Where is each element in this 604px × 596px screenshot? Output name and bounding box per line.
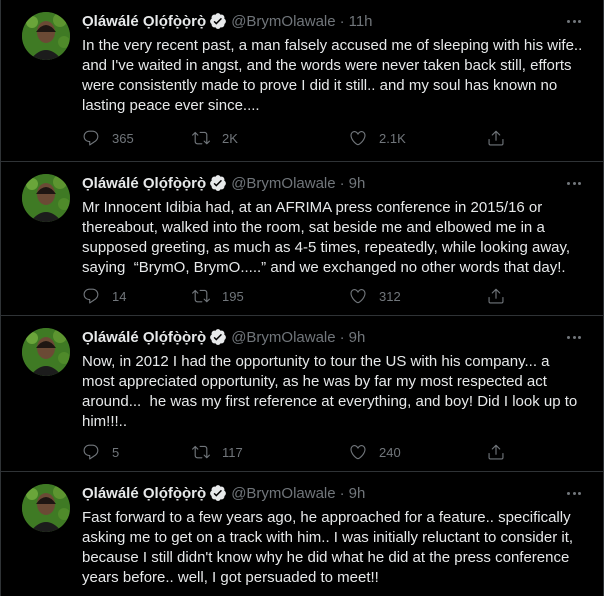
avatar-image — [22, 328, 70, 376]
verified-badge-icon — [209, 174, 227, 192]
separator: · — [339, 174, 345, 192]
more-icon[interactable] — [563, 11, 585, 31]
display-name[interactable]: Ọláwálé Ọlọ́fọ̀ọ̀rọ̀ — [82, 484, 207, 502]
tweet-actions — [82, 128, 522, 148]
reply-button[interactable] — [82, 443, 119, 461]
timestamp[interactable]: 9h — [348, 174, 366, 192]
tweet-header — [82, 483, 365, 503]
reply-button[interactable] — [82, 129, 134, 147]
retweet-count: 117 — [222, 444, 243, 460]
reply-count: 14 — [112, 288, 127, 304]
more-icon[interactable] — [563, 483, 585, 503]
verified-badge-icon — [209, 328, 227, 346]
avatar-image — [22, 12, 70, 60]
tweet-header — [82, 11, 373, 31]
verified-badge-icon — [209, 484, 227, 502]
like-count: 312 — [379, 288, 401, 304]
separator: · — [339, 328, 345, 346]
tweet[interactable] — [1, 316, 603, 472]
like-button[interactable] — [349, 287, 401, 305]
tweet[interactable] — [1, 162, 603, 316]
retweet-count: 2K — [222, 130, 238, 146]
avatar[interactable] — [22, 174, 70, 222]
tweet[interactable] — [1, 472, 603, 596]
avatar[interactable] — [22, 12, 70, 60]
avatar[interactable] — [22, 484, 70, 532]
share-button[interactable] — [487, 129, 517, 147]
separator: · — [339, 12, 345, 30]
tweet-header — [82, 173, 365, 193]
retweet-button[interactable] — [192, 443, 243, 461]
share-button[interactable] — [487, 443, 517, 461]
reply-count: 365 — [112, 130, 134, 146]
reply-icon — [82, 129, 100, 147]
tweet-text: Now, in 2012 I had the opportunity to tour the US with his company... a most appreciated opportunity, as he was by far my most respected act around... he was my first reference at everything, and boy! Did I look up to him!!!.. — [82, 353, 578, 430]
separator: · — [339, 484, 345, 502]
retweet-icon — [192, 287, 210, 305]
tweet-header — [82, 327, 365, 347]
avatar-image — [22, 484, 70, 532]
tweet-actions — [82, 286, 522, 306]
retweet-count: 195 — [222, 288, 244, 304]
share-icon — [487, 287, 505, 305]
retweet-button[interactable] — [192, 287, 244, 305]
verified-badge-icon — [209, 12, 227, 30]
retweet-icon — [192, 129, 210, 147]
handle[interactable]: @BrymOlawale — [231, 328, 336, 346]
tweet-text: In the very recent past, a man falsely accused me of sleeping with his wife.. and I've waited in angst, and the words were never taken back still, efforts were consistently made to prove I did it still.. and my soul has known no lasting peace ever since.... — [82, 37, 583, 114]
reply-button[interactable] — [82, 287, 126, 305]
handle[interactable]: @BrymOlawale — [231, 484, 336, 502]
heart-icon — [349, 287, 367, 305]
retweet-icon — [192, 443, 210, 461]
heart-icon — [349, 443, 367, 461]
heart-icon — [349, 129, 367, 147]
like-button[interactable] — [349, 443, 401, 461]
display-name[interactable]: Ọláwálé Ọlọ́fọ̀ọ̀rọ̀ — [82, 174, 207, 192]
share-icon — [487, 129, 505, 147]
tweet-text: Fast forward to a few years ago, he approached for a feature.. specifically asking me to get on a track with him.. I was initially reluctant to consider it, because I still didn't know why he did what he did at the press conference years before.. well, I got persuaded to meet!! — [82, 509, 574, 586]
tweet[interactable] — [1, 0, 603, 162]
avatar[interactable] — [22, 328, 70, 376]
reply-icon — [82, 287, 100, 305]
more-icon[interactable] — [563, 327, 585, 347]
tweet-actions — [82, 442, 522, 462]
display-name[interactable]: Ọláwálé Ọlọ́fọ̀ọ̀rọ̀ — [82, 12, 207, 30]
share-icon — [487, 443, 505, 461]
more-icon[interactable] — [563, 173, 585, 193]
avatar-image — [22, 174, 70, 222]
reply-icon — [82, 443, 100, 461]
retweet-button[interactable] — [192, 129, 238, 147]
like-count: 240 — [379, 444, 401, 460]
handle[interactable]: @BrymOlawale — [231, 12, 336, 30]
display-name[interactable]: Ọláwálé Ọlọ́fọ̀ọ̀rọ̀ — [82, 328, 207, 346]
tweet-text: Mr Innocent Idibia had, at an AFRIMA press conference in 2015/16 or thereabout, walked into the room, sat beside me and elbowed me in a supposed greeting, as much as 4-5 times, repeatedly, while looking away, saying “BrymO, BrymO.....” and we exchanged no other words that day!. — [82, 199, 571, 276]
share-button[interactable] — [487, 287, 517, 305]
timestamp[interactable]: 9h — [348, 328, 366, 346]
like-count: 2.1K — [379, 130, 406, 146]
timestamp[interactable]: 9h — [348, 484, 366, 502]
handle[interactable]: @BrymOlawale — [231, 174, 336, 192]
like-button[interactable] — [349, 129, 406, 147]
timestamp[interactable]: 11h — [348, 12, 373, 30]
reply-count: 5 — [112, 444, 120, 460]
